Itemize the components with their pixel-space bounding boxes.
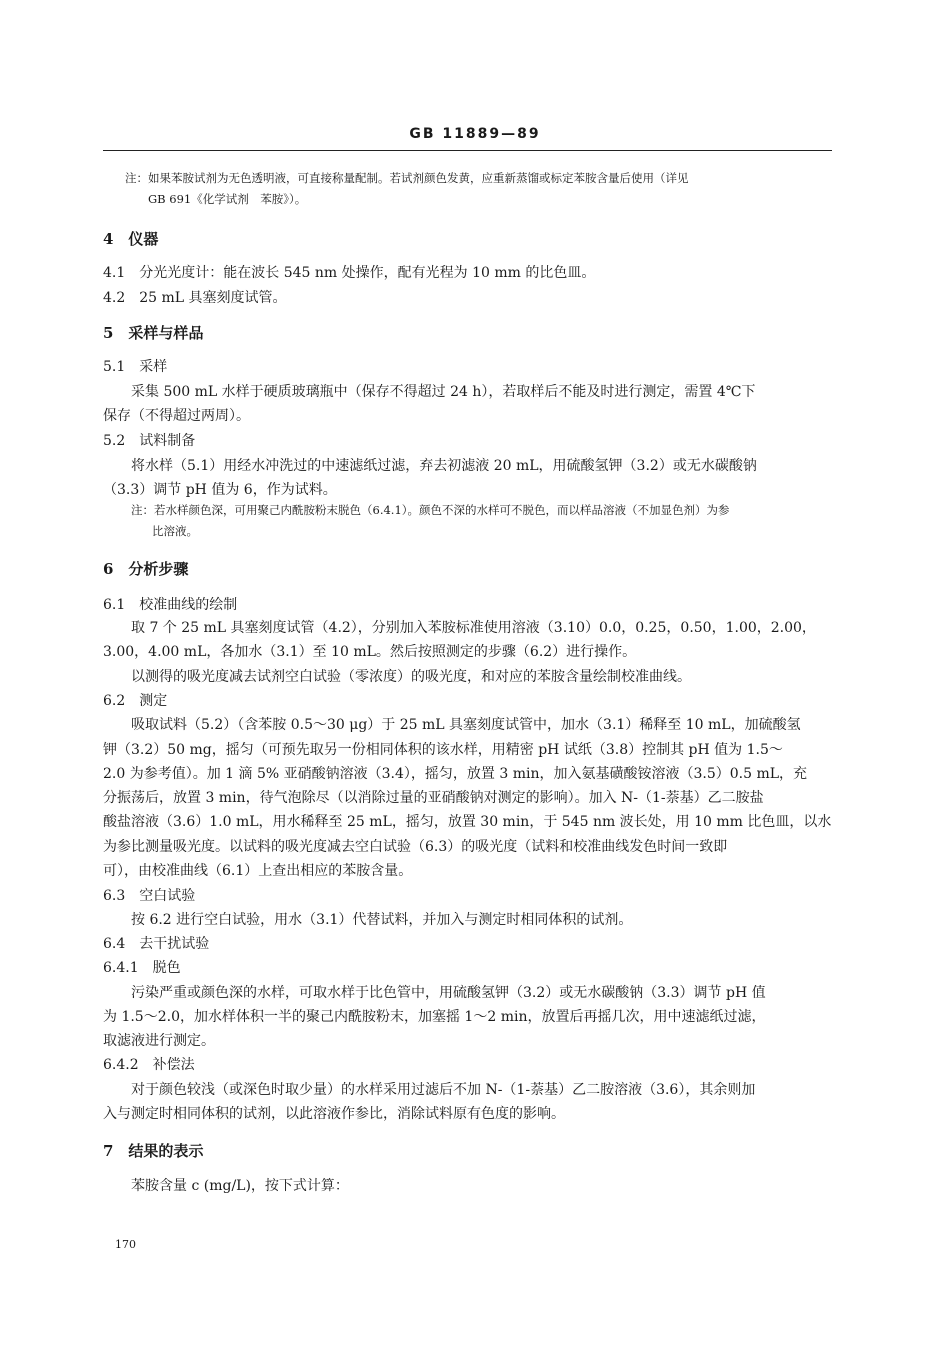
- para-5-1-line-1: 采集 500 mL 水样于硬质玻璃瓶中（保存不得超过 24 h），若取样后不能及时进行测定，需置 4℃下: [131, 384, 756, 400]
- para-6-1-line-1: 取 7 个 25 mL 具塞刻度试管（4.2），分别加入苯胺标准使用溶液（3.10）0.0，0.25，0.50，1.00，2.00，: [131, 620, 816, 636]
- para-6-4-2-line-1: 对于颜色较浅（或深色时取少量）的水样采用过滤后不加 N-（1-萘基）乙二胺溶液（3.6），其余则加: [131, 1082, 756, 1098]
- para-6-1-line-3: 以测得的吸光度减去试剂空白试验（零浓度）的吸光度，和对应的苯胺含量绘制校准曲线。: [131, 669, 691, 685]
- para-5-2-line-2: （3.3）调节 pH 值为 6，作为试料。: [103, 482, 337, 498]
- item-4-1: 4.1 分光光度计：能在波长 545 nm 处操作，配有光程为 10 mm 的比色皿。: [103, 265, 596, 281]
- para-6-4-1-line-2: 为 1.5～2.0，加水样体积一半的聚己内酰胺粉末，加塞摇 1～2 min，放置后再摇几次，用中速滤纸过滤，: [103, 1009, 766, 1025]
- subsection-6-4-2: 6.4.2 补偿法: [103, 1057, 195, 1073]
- para-6-2-line-3: 2.0 为参考值）。加 1 滴 5% 亚硝酸钠溶液（3.4），摇匀，放置 3 min，加入氨基磺酸铵溶液（3.5）0.5 mL，充: [103, 766, 808, 782]
- para-6-2-line-2: 钾（3.2）50 mg，摇匀（可预先取另一份相同体积的该水样，用精密 pH 试纸（3.8）控制其 pH 值为 1.5～: [103, 742, 783, 758]
- item-4-2: 4.2 25 mL 具塞刻度试管。: [103, 290, 287, 306]
- reagent-note-line-2: GB 691《化学试剂 苯胺》）。: [148, 192, 307, 206]
- para-5-1-line-2: 保存（不得超过两周）。: [103, 408, 250, 424]
- section-5-heading: 5 采样与样品: [103, 324, 204, 342]
- para-6-4-1-line-3: 取滤液进行测定。: [103, 1033, 215, 1049]
- subsection-6-4: 6.4 去干扰试验: [103, 936, 210, 952]
- header-rule: [103, 150, 832, 151]
- sample-note-line-2: 比溶液。: [152, 524, 198, 538]
- para-6-2-line-4: 分振荡后，放置 3 min，待气泡除尽（以消除过量的亚硝酸钠对测定的影响）。加入 N-（1-萘基）乙二胺盐: [103, 790, 764, 806]
- para-6-4-1-line-1: 污染严重或颜色深的水样，可取水样于比色管中，用硫酸氢钾（3.2）或无水碳酸钠（3.3）调节 pH 值: [131, 985, 766, 1001]
- section-6-heading: 6 分析步骤: [103, 560, 189, 578]
- section-4-heading: 4 仪器: [103, 230, 159, 248]
- para-7-1: 苯胺含量 c (mg/L)，按下式计算：: [131, 1178, 349, 1194]
- standard-code: GB 11889—89: [409, 126, 541, 142]
- subsection-5-2: 5.2 试料制备: [103, 433, 196, 449]
- section-7-heading: 7 结果的表示: [103, 1142, 204, 1160]
- subsection-6-2: 6.2 测定: [103, 693, 168, 709]
- para-6-1-line-2: 3.00，4.00 mL，各加水（3.1）至 10 mL。然后按照测定的步骤（6.2）进行操作。: [103, 644, 637, 660]
- page-number: 170: [115, 1238, 136, 1251]
- para-6-2-line-1: 吸取试料（5.2）（含苯胺 0.5～30 μg）于 25 mL 具塞刻度试管中，加水（3.1）稀释至 10 mL，加硫酸氢: [131, 717, 801, 733]
- reagent-note-line-1: 注：如果苯胺试剂为无色透明液，可直接称量配制。若试剂颜色发黄，应重新蒸馏或标定苯胺含量后使用（详见: [125, 171, 689, 185]
- sample-note-line-1: 注：若水样颜色深，可用聚己内酰胺粉末脱色（6.4.1）。颜色不深的水样可不脱色，而以样品溶液（不加显色剂）为参: [131, 503, 730, 517]
- para-5-2-line-1: 将水样（5.1）用经水冲洗过的中速滤纸过滤，弃去初滤液 20 mL，用硫酸氢钾（3.2）或无水碳酸钠: [131, 458, 757, 474]
- subsection-6-3: 6.3 空白试验: [103, 888, 196, 904]
- para-6-2-line-7: 可），由校准曲线（6.1）上查出相应的苯胺含量。: [103, 863, 413, 879]
- subsection-6-4-1: 6.4.1 脱色: [103, 960, 181, 976]
- para-6-3: 按 6.2 进行空白试验，用水（3.1）代替试料，并加入与测定时相同体积的试剂。: [131, 912, 633, 928]
- subsection-6-1: 6.1 校准曲线的绘制: [103, 597, 238, 613]
- para-6-2-line-5: 酸盐溶液（3.6）1.0 mL，用水稀释至 25 mL，摇匀，放置 30 min，于 545 nm 波长处，用 10 mm 比色皿，以水: [103, 814, 832, 830]
- para-6-4-2-line-2: 入与测定时相同体积的试剂，以此溶液作参比，消除试料原有色度的影响。: [103, 1106, 565, 1122]
- subsection-5-1: 5.1 采样: [103, 359, 168, 375]
- para-6-2-line-6: 为参比测量吸光度。以试料的吸光度减去空白试验（6.3）的吸光度（试料和校准曲线发色时间一致即: [103, 839, 728, 855]
